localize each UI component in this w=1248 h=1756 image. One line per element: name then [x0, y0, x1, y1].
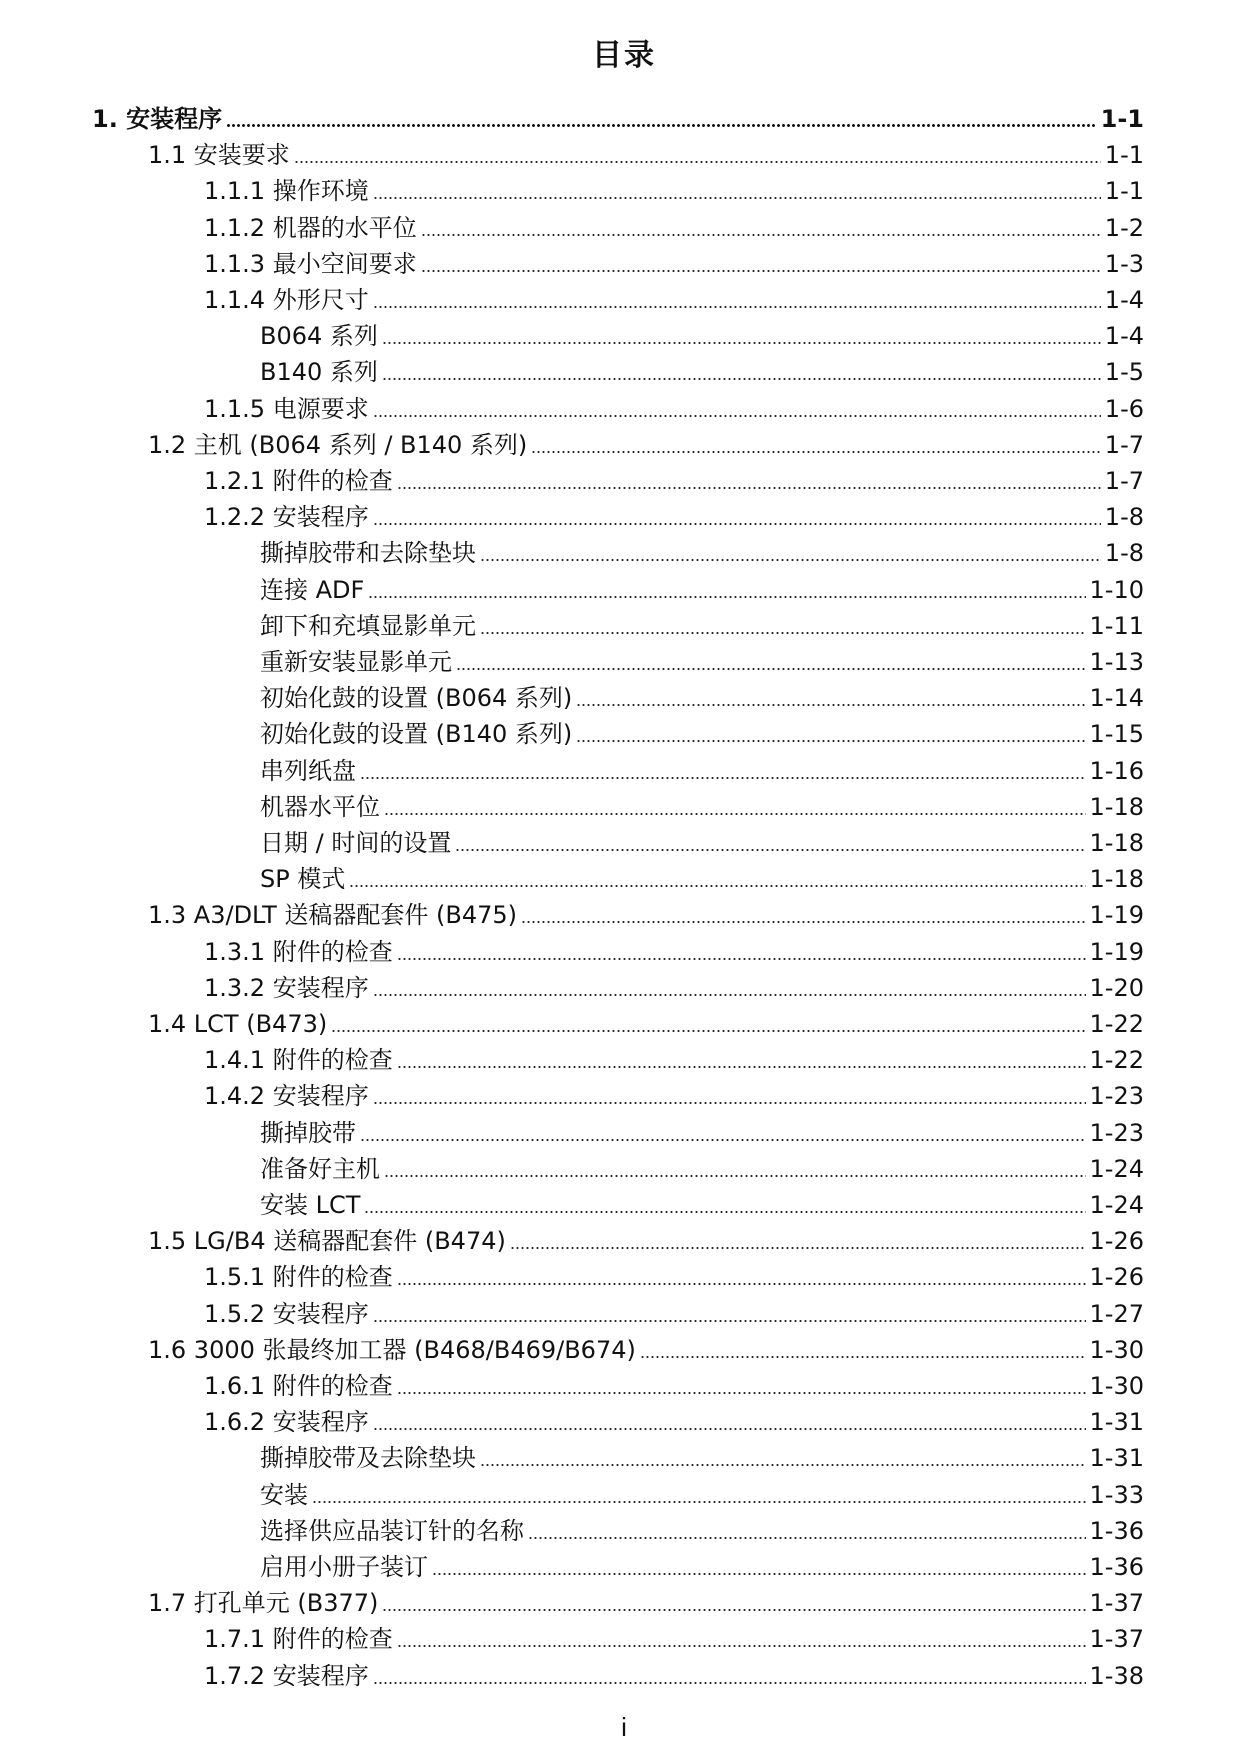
toc-entry[interactable] — [148, 898, 1144, 932]
toc-entry-label: 撕掉胶带 — [260, 1118, 356, 1147]
toc-entry-label: 1.7.2 安装程序 — [204, 1661, 369, 1690]
toc-entry[interactable] — [260, 319, 1144, 353]
dot-leader — [368, 596, 1085, 598]
toc-entry[interactable] — [260, 573, 1144, 607]
toc-entry-page: 1-7 — [1104, 467, 1144, 495]
toc-entry-label: 重新安装显影单元 — [260, 648, 452, 676]
toc-entry-label: 1.1.2 机器的水平位 — [204, 213, 417, 242]
toc-entry-page: 1-3 — [1104, 249, 1144, 278]
toc-entry[interactable] — [204, 1079, 1144, 1113]
dot-leader — [373, 415, 1101, 417]
toc-entry-page: 1-13 — [1089, 648, 1144, 676]
dot-leader — [397, 1283, 1086, 1285]
dot-leader — [382, 342, 1101, 344]
toc-entry-page: 1-37 — [1089, 1589, 1144, 1618]
toc-entry-label: 1.4 LCT (B473) — [148, 1010, 328, 1038]
toc-entry-label: 准备好主机 — [260, 1154, 380, 1183]
toc-entry-page: 1-1 — [1104, 177, 1144, 206]
toc-entry-label: 1.2.1 附件的检查 — [204, 467, 393, 495]
toc-entry-label: 1.3.1 附件的检查 — [204, 937, 393, 966]
toc-entry-page: 1-10 — [1089, 575, 1144, 604]
toc-entry-label: B064 系列 — [260, 322, 378, 351]
toc-entry-label: SP 模式 — [260, 865, 346, 894]
toc-entry[interactable] — [204, 283, 1144, 317]
toc-entry-page: 1-8 — [1104, 503, 1144, 532]
dot-leader — [531, 451, 1100, 453]
toc-entry-label: 1.5 LG/B4 送稿器配套件 (B474) — [148, 1227, 506, 1256]
dot-leader — [421, 234, 1101, 236]
dot-leader — [480, 559, 1101, 561]
dot-leader — [397, 487, 1101, 489]
toc-entry-page: 1-8 — [1104, 539, 1144, 568]
toc-entry-label: 机器水平位 — [260, 792, 380, 821]
toc-entry[interactable] — [260, 1116, 1144, 1150]
toc-entry-label: 1.4.2 安装程序 — [204, 1082, 369, 1111]
dot-leader — [521, 921, 1085, 923]
dot-leader — [373, 523, 1101, 525]
toc-entry[interactable] — [204, 247, 1144, 281]
toc-entry[interactable] — [204, 174, 1144, 208]
toc-entry-label: 1.2.2 安装程序 — [204, 503, 369, 532]
toc-entry-page: 1-37 — [1089, 1625, 1144, 1654]
toc-entry-label: 1.6.2 安装程序 — [204, 1408, 369, 1437]
toc-entry[interactable] — [260, 754, 1144, 788]
toc-entry-page: 1-1 — [1104, 141, 1144, 170]
toc-entry-label: 1.1.4 外形尺寸 — [204, 286, 369, 314]
toc-entry-label: 卸下和充填显影单元 — [260, 611, 476, 640]
toc-entry-label: 1.7 打孔单元 (B377) — [148, 1589, 379, 1618]
toc-entry[interactable] — [260, 1152, 1144, 1186]
toc-entry-page: 1-38 — [1089, 1661, 1144, 1690]
toc-entry-page: 1-23 — [1089, 1082, 1144, 1111]
toc-entry-label: 1.1.5 电源要求 — [204, 394, 369, 423]
toc-entry[interactable] — [204, 211, 1144, 245]
toc-entry[interactable] — [204, 1043, 1144, 1077]
toc-entry-page: 1-14 — [1089, 684, 1144, 713]
dot-leader — [510, 1247, 1086, 1249]
toc-entry-label: 串列纸盘 — [260, 756, 356, 785]
toc-entry-label: 1.4.1 附件的检查 — [204, 1046, 393, 1075]
page-number: i — [621, 1712, 627, 1742]
toc-entry-page: 1-5 — [1104, 358, 1144, 387]
toc-entry[interactable] — [204, 464, 1144, 498]
dot-leader — [331, 1030, 1085, 1032]
toc-entry[interactable] — [204, 1369, 1144, 1403]
toc-entry[interactable] — [260, 355, 1144, 389]
dot-leader — [373, 1102, 1086, 1104]
toc-entry[interactable] — [260, 826, 1144, 860]
toc-entry-page: 1-2 — [1104, 213, 1144, 242]
toc-entry-label: 选择供应品装订针的名称 — [260, 1516, 524, 1545]
toc-entry-label: 撕掉胶带及去除垫块 — [260, 1444, 476, 1473]
toc-entry-page: 1-31 — [1089, 1408, 1144, 1437]
toc-entry-page: 1-18 — [1089, 792, 1144, 821]
toc-entry[interactable] — [260, 862, 1144, 896]
toc-entry[interactable] — [260, 1514, 1144, 1548]
toc-entry-page: 1-19 — [1089, 901, 1144, 930]
toc-entry[interactable] — [204, 1405, 1144, 1439]
toc-entry-page: 1-27 — [1089, 1299, 1144, 1328]
toc-entry-page: 1-23 — [1089, 1118, 1144, 1147]
dot-leader — [373, 306, 1101, 308]
toc-entry-page: 1-26 — [1089, 1227, 1144, 1256]
toc-entry-page: 1-24 — [1089, 1191, 1144, 1219]
toc-entry-label: 日期 / 时间的设置 — [260, 829, 452, 857]
toc-entry[interactable] — [148, 1333, 1144, 1367]
dot-leader — [226, 124, 1096, 127]
toc-entry[interactable] — [204, 971, 1144, 1005]
dot-leader — [382, 1609, 1085, 1611]
toc-entry[interactable] — [260, 1550, 1144, 1584]
toc-entry-label: 1.5.1 附件的检查 — [204, 1263, 393, 1292]
dot-leader — [294, 161, 1101, 163]
toc-entry-page: 1-11 — [1089, 611, 1144, 640]
toc-entry-label: 1.2 主机 (B064 系列 / B140 系列) — [148, 430, 528, 459]
toc-entry-page: 1-36 — [1089, 1553, 1144, 1581]
toc-entry-label: 安装 LCT — [260, 1191, 361, 1219]
toc-entry-label: 1.5.2 安装程序 — [204, 1299, 369, 1328]
dot-leader — [455, 849, 1085, 851]
dot-leader — [528, 1537, 1086, 1539]
toc-entry-label: 1.1 安装要求 — [148, 141, 290, 170]
toc-entry-label: B140 系列 — [260, 358, 378, 387]
dot-leader — [360, 777, 1086, 779]
dot-leader — [373, 1428, 1086, 1430]
toc-entry[interactable] — [148, 138, 1144, 172]
dot-leader — [360, 1139, 1086, 1141]
toc-entry[interactable] — [204, 500, 1144, 534]
dot-leader — [382, 378, 1101, 380]
toc-entry[interactable] — [204, 1260, 1144, 1294]
toc-entry[interactable] — [260, 790, 1144, 824]
toc-entry-label: 1.3.2 安装程序 — [204, 973, 369, 1002]
dot-leader — [480, 632, 1086, 634]
dot-leader — [397, 1645, 1086, 1647]
toc-entry-page: 1-19 — [1089, 937, 1144, 966]
toc-entry[interactable] — [148, 1586, 1144, 1620]
toc-entry-page: 1-22 — [1089, 1046, 1144, 1075]
dot-leader — [373, 994, 1086, 996]
toc-entry-page: 1-7 — [1104, 430, 1144, 459]
toc-entry[interactable] — [260, 1188, 1144, 1222]
toc-entry-page: 1-30 — [1089, 1372, 1144, 1400]
toc-entry-page: 1-4 — [1104, 322, 1144, 351]
dot-leader — [421, 270, 1101, 272]
toc-entry[interactable] — [148, 1224, 1144, 1258]
dot-leader — [456, 668, 1086, 670]
dot-leader — [480, 1464, 1086, 1466]
dot-leader — [384, 1175, 1086, 1177]
toc-entry-label: 1.6.1 附件的检查 — [204, 1372, 393, 1400]
toc-entry[interactable] — [260, 717, 1144, 751]
dot-leader — [432, 1573, 1086, 1575]
toc-entry-page: 1-26 — [1089, 1263, 1144, 1292]
dot-leader — [312, 1501, 1086, 1503]
toc-entry[interactable] — [260, 536, 1144, 570]
toc-entry[interactable] — [260, 609, 1144, 643]
toc-entry[interactable] — [204, 1297, 1144, 1331]
dot-leader — [384, 813, 1086, 815]
toc-entry-label: 初始化鼓的设置 (B064 系列) — [260, 684, 573, 713]
page-title: 目录 — [592, 38, 656, 73]
dot-leader — [349, 885, 1085, 887]
dot-leader — [397, 1066, 1086, 1068]
toc-entry-page: 1-30 — [1089, 1335, 1144, 1364]
toc-entry-label: 1.1.3 最小空间要求 — [204, 249, 417, 278]
toc-entry-label: 安装 — [260, 1480, 308, 1509]
toc-entry-page: 1-16 — [1089, 756, 1144, 785]
dot-leader — [397, 958, 1086, 960]
toc-entry[interactable] — [204, 1622, 1144, 1656]
toc-entry[interactable] — [92, 102, 1144, 136]
toc-entry[interactable] — [148, 428, 1144, 462]
toc-entry[interactable] — [204, 392, 1144, 426]
toc-entry[interactable] — [260, 645, 1144, 679]
toc-entry[interactable] — [260, 1441, 1144, 1475]
toc-entry[interactable] — [204, 935, 1144, 969]
toc-entry-label: 1.1.1 操作环境 — [204, 177, 369, 206]
dot-leader — [640, 1356, 1086, 1358]
toc-entry-page: 1-24 — [1089, 1154, 1144, 1183]
toc-entry-page: 1-20 — [1089, 973, 1144, 1002]
toc-entry-page: 1-18 — [1089, 865, 1144, 894]
toc-entry-page: 1-6 — [1104, 394, 1144, 423]
dot-leader — [373, 1682, 1086, 1684]
toc-entry-page: 1-4 — [1104, 286, 1144, 314]
dot-leader — [373, 1320, 1086, 1322]
dot-leader — [397, 1392, 1086, 1394]
dot-leader — [576, 704, 1085, 706]
toc-entry[interactable] — [260, 681, 1144, 715]
toc-entry-page: 1-33 — [1089, 1480, 1144, 1509]
dot-leader — [576, 740, 1085, 742]
dot-leader — [364, 1211, 1085, 1213]
toc-entry-label: 启用小册子装订 — [260, 1553, 428, 1581]
toc-entry-label: 1.3 A3/DLT 送稿器配套件 (B475) — [148, 901, 518, 930]
toc-entry-label: 1.6 3000 张最终加工器 (B468/B469/B674) — [148, 1335, 636, 1364]
toc-entry[interactable] — [148, 1007, 1144, 1041]
toc-entry-page: 1-18 — [1089, 829, 1144, 857]
toc-entry-label: 撕掉胶带和去除垫块 — [260, 539, 476, 568]
toc-entry-page: 1-36 — [1089, 1516, 1144, 1545]
toc-entry-page: 1-22 — [1089, 1010, 1144, 1038]
toc-entry[interactable] — [260, 1478, 1144, 1512]
toc-entry[interactable] — [204, 1659, 1144, 1693]
toc-entry-label: 初始化鼓的设置 (B140 系列) — [260, 720, 573, 749]
toc-entry-label: 连接 ADF — [260, 575, 365, 604]
toc-entry-page: 1-15 — [1089, 720, 1144, 749]
toc-entry-label: 1.7.1 附件的检查 — [204, 1625, 393, 1654]
toc-entry-page: 1-1 — [1100, 105, 1144, 133]
toc-entry-label: 1. 安装程序 — [92, 105, 223, 133]
dot-leader — [373, 197, 1101, 199]
toc-entry-page: 1-31 — [1089, 1444, 1144, 1473]
